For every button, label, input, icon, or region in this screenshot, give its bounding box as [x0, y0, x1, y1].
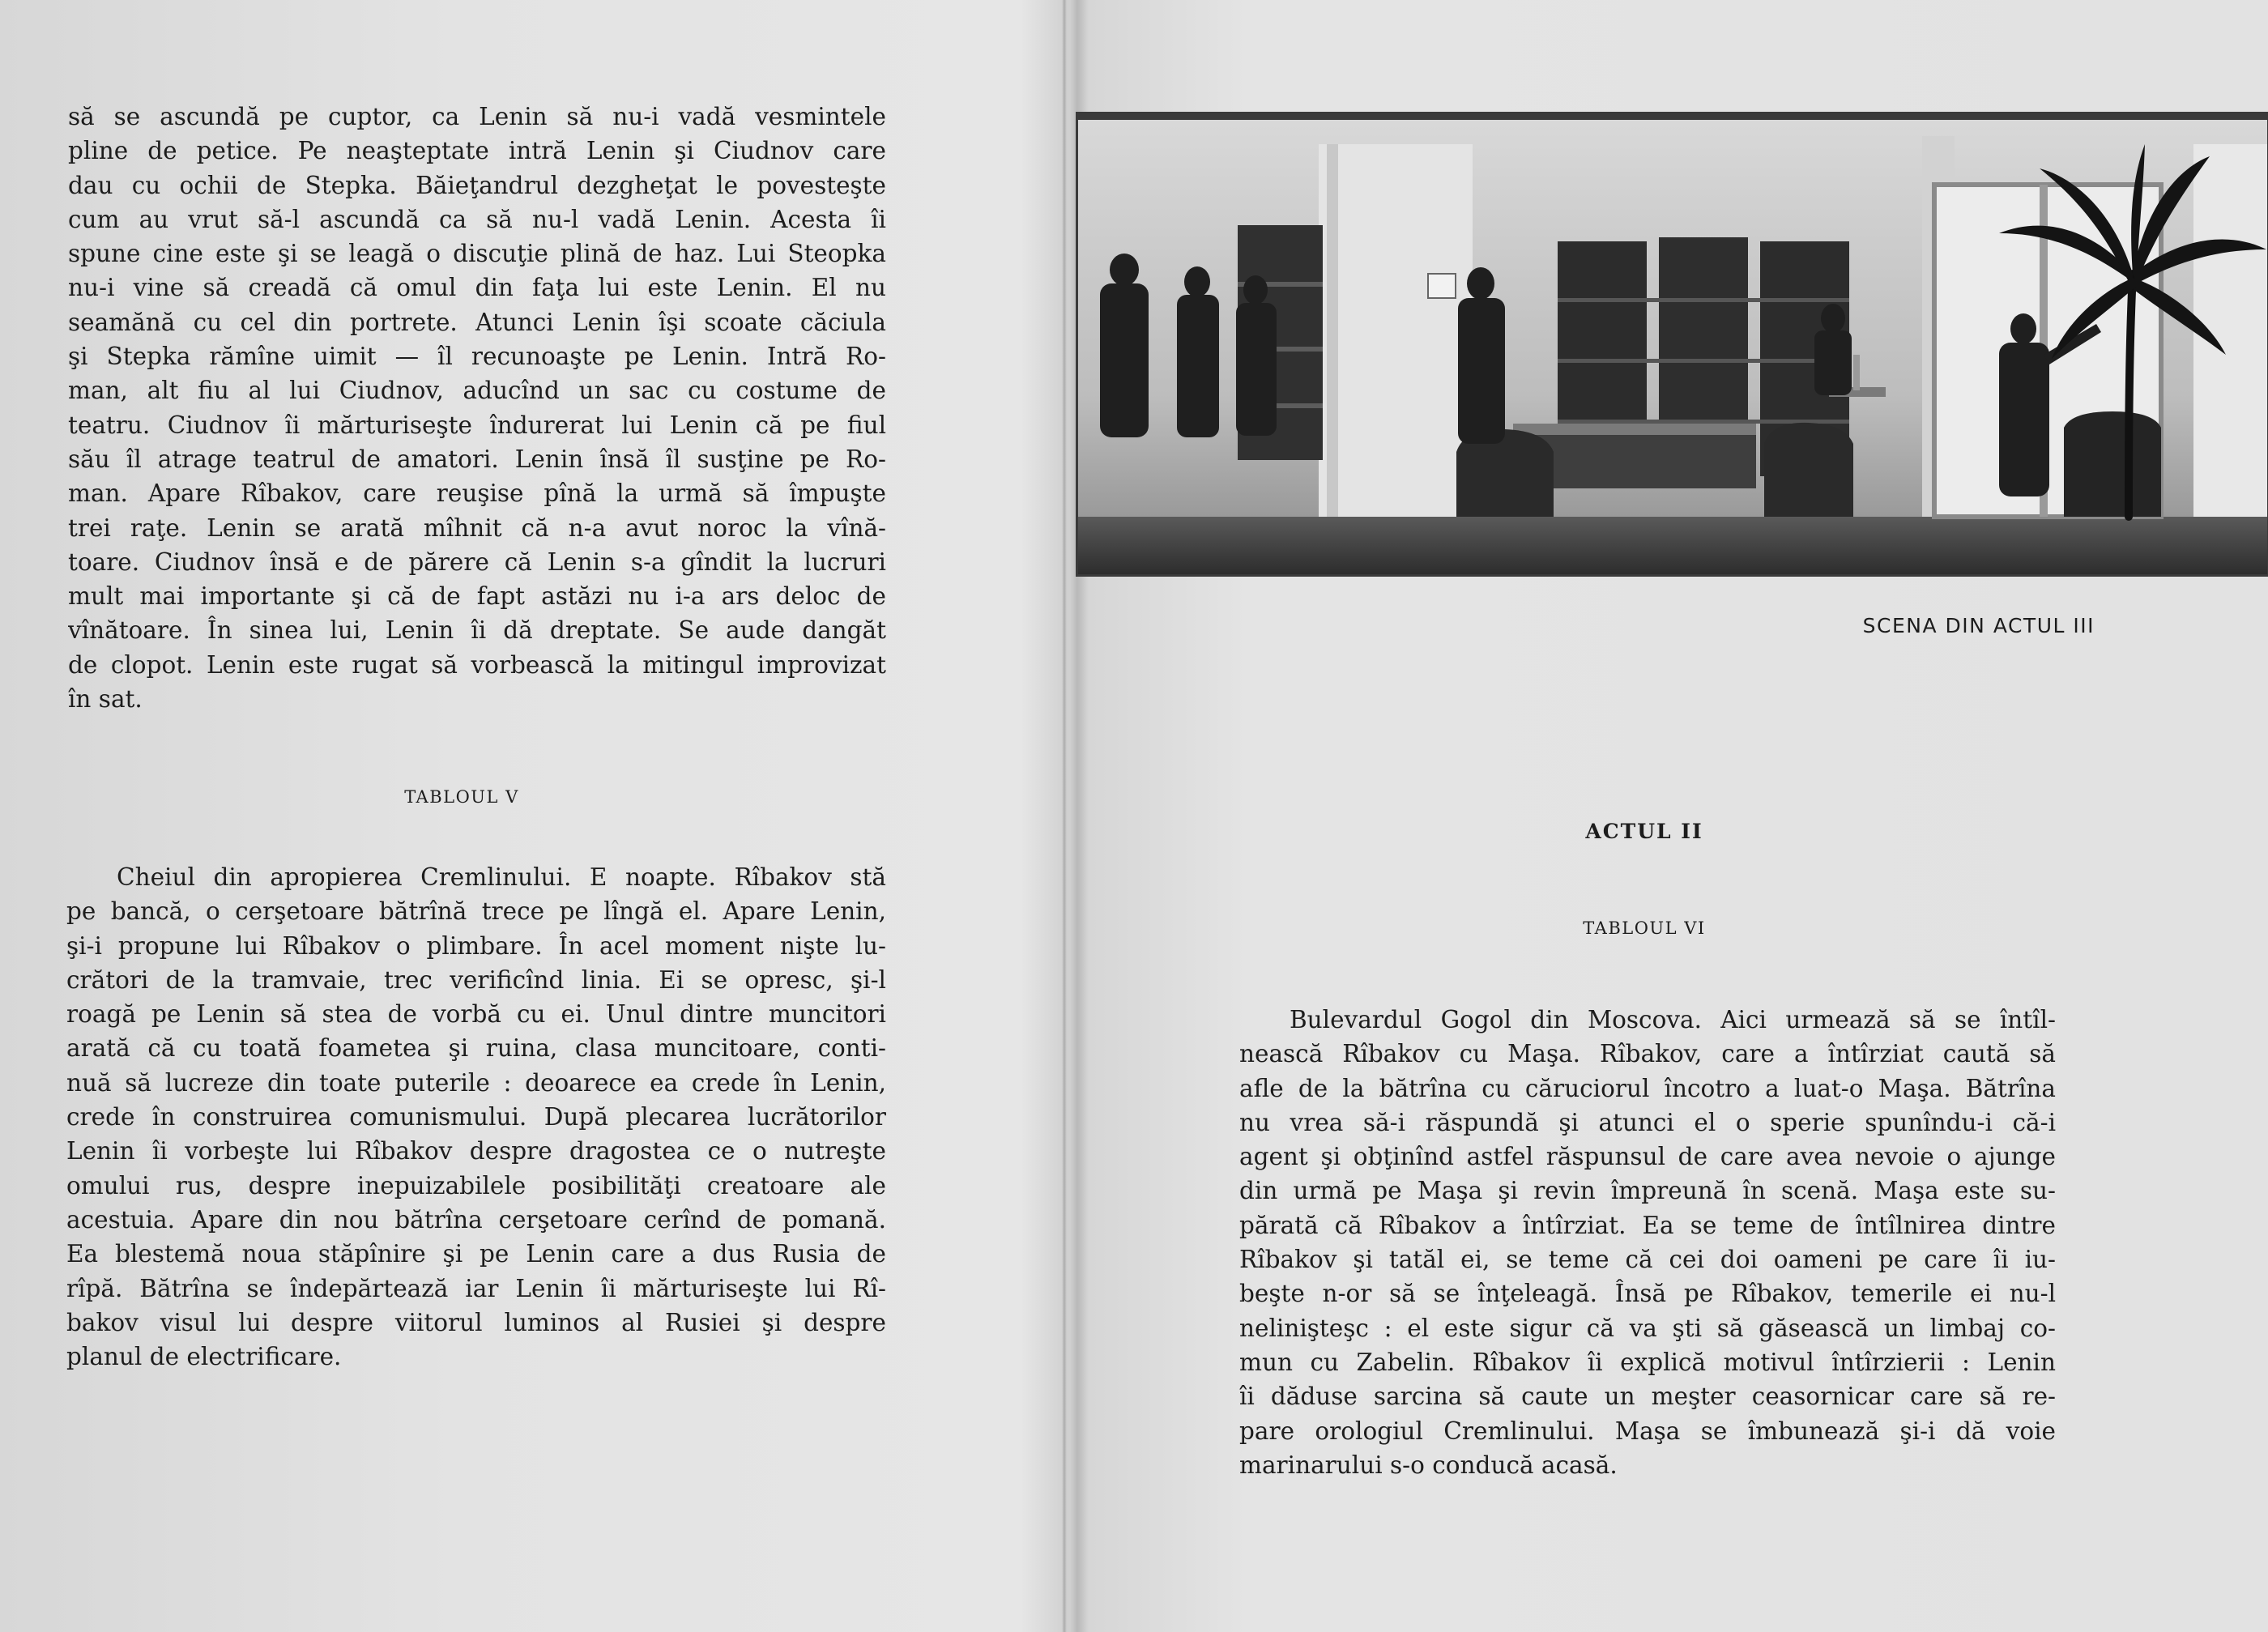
text-line: să se ascundă pe cuptor, ca Lenin să nu-i vadă vesmintele — [68, 103, 886, 130]
left-page — [0, 0, 1061, 1632]
text-line: afle de la bătrîna cu căruciorul încotro a luat-o Maşa. Bătrîna — [1239, 1074, 2056, 1102]
text-line: său îl atrage teatrul de amatori. Lenin însă îl susţine pe Ro- — [68, 445, 886, 473]
text-line: vînătoare. În sinea lui, Lenin îi dă dreptate. Se aude dangăt — [68, 616, 886, 645]
book-gutter — [1062, 0, 1067, 1632]
right-paragraph — [1239, 1003, 2056, 1482]
text-line: spune cine este şi se leagă o discuţie plină de haz. Lui Steopka — [68, 240, 886, 268]
text-line: nească Rîbakov cu Maşa. Rîbakov, care a întîrziat caută să — [1239, 1040, 2056, 1068]
text-line: toare. Ciudnov însă e de părere că Lenin s-a gîndit la lucruri — [68, 548, 886, 576]
text-line: Lenin îi vorbeşte lui Rîbakov despre dragostea ce o nutreşte — [66, 1137, 886, 1165]
text-line: din urmă pe Maşa şi revin împreună în scenă. Maşa este su- — [1239, 1177, 2056, 1205]
left-paragraph-1 — [68, 100, 886, 716]
text-line: şi Stepka rămîne uimit — îl recunoaşte pe Lenin. Intră Ro- — [68, 343, 886, 371]
text-line: marinarului s-o conducă acasă. — [1239, 1451, 1618, 1479]
left-paragraph-2 — [66, 860, 886, 1374]
text-line: arată că cu toată foametea şi ruina, clasa muncitoare, conti- — [66, 1034, 886, 1063]
text-line: bakov visul lui despre viitorul luminos al Rusiei şi despre — [66, 1308, 886, 1336]
text-line: pare orologiul Cremlinului. Maşa se îmbunează şi-i dă voie — [1239, 1417, 2056, 1445]
text-line: seamănă cu cel din portrete. Atunci Lenin îşi scoate căciula — [68, 308, 886, 336]
actul-ii-heading: ACTUL II — [1585, 820, 1703, 843]
text-line: dau cu ochii de Stepka. Băieţandrul dezgheţat le povesteşte — [68, 171, 886, 199]
text-line: părată că Rîbakov a întîrziat. Ea se teme de întîlnirea dintre — [1239, 1211, 2056, 1239]
text-line: roagă pe Lenin să stea de vorbă cu ei. Unul dintre muncitori — [66, 1000, 886, 1029]
text-line: pe bancă, o cerşetoare bătrînă trece pe lîngă el. Apare Lenin, — [66, 897, 886, 926]
text-line: şi-i propune lui Rîbakov o plimbare. În acel moment nişte lu- — [66, 931, 886, 960]
text-line: Rîbakov şi tatăl ei, se teme că cei doi oameni pe care îi iu- — [1239, 1246, 2056, 1274]
text-line: îi dăduse sarcina să caute un meşter ceasornicar care să re- — [1239, 1383, 2056, 1411]
text-line: acestuia. Apare din nou bătrîna cerşetoare cerînd de pomană. — [66, 1205, 886, 1234]
text-line: nuă să lucreze din toate puterile : deoarece ea crede în Lenin, — [66, 1068, 886, 1097]
text-line: planul de electrificare. — [66, 1343, 342, 1371]
text-line: Cheiul din apropierea Cremlinului. E noapte. Rîbakov stă — [117, 863, 886, 891]
text-line: Ea blestemă noua stăpînire şi pe Lenin care a dus Rusia de — [66, 1240, 886, 1268]
text-line: beşte n-or să se înţeleagă. Însă pe Rîbakov, temerile ei nu-l — [1239, 1280, 2056, 1308]
text-line: crede în construirea comunismului. După plecarea lucrătorilor — [66, 1103, 886, 1131]
text-line: man. Apare Rîbakov, care reuşise pînă la urmă să împuşte — [68, 479, 886, 508]
tabloul-vi-heading: TABLOUL VI — [1583, 918, 1706, 938]
text-line: mun cu Zabelin. Rîbakov îi explică motivul întîrzierii : Lenin — [1239, 1348, 2056, 1376]
text-line: nu-i vine să creadă că omul din faţa lui este Lenin. El nu — [68, 274, 886, 302]
stage-photo — [1076, 112, 2268, 577]
tabloul-v-heading: TABLOUL V — [404, 787, 519, 807]
text-line: rîpă. Bătrîna se îndepărtează iar Lenin îi mărturiseşte lui Rî- — [66, 1274, 886, 1302]
text-line: nelinişteşc : el este sigur că va şti să găsească un limbaj co- — [1239, 1314, 2056, 1342]
text-line: de clopot. Lenin este rugat să vorbească la mitingul improvizat — [68, 650, 886, 679]
text-line: teatru. Ciudnov îi mărturiseşte îndurerat lui Lenin că pe fiul — [68, 411, 886, 439]
text-line: crători de la tramvaie, trec verificînd linia. Ei se opresc, şi-l — [66, 965, 886, 994]
text-line: nu vrea să-i răspundă şi atunci el o sperie spunîndu-i că-i — [1239, 1108, 2056, 1136]
text-line: în sat. — [68, 685, 143, 714]
text-line: omului rus, despre inepuizabilele posibilităţi creatoare ale — [66, 1171, 886, 1199]
text-line: mult mai importante şi că de fapt astăzi nu i-a ars deloc de — [68, 582, 886, 611]
text-line: trei raţe. Lenin se arată mîhnit că n-a avut noroc la vînă- — [68, 513, 886, 542]
text-line: man, alt fiu al lui Ciudnov, aducînd un sac cu costume de — [68, 377, 886, 405]
text-line: pline de petice. Pe neaşteptate intră Lenin şi Ciudnov care — [68, 137, 886, 165]
photo-caption: SCENA DIN ACTUL III — [1862, 614, 2095, 637]
text-line: Bulevardul Gogol din Moscova. Aici urmează să se întîl- — [1290, 1006, 2056, 1033]
text-line: agent şi obţinînd astfel răspunsul de care avea nevoie o ajunge — [1239, 1143, 2056, 1171]
text-line: cum au vrut să-l ascundă ca să nu-l vadă Lenin. Acesta îi — [68, 205, 886, 233]
